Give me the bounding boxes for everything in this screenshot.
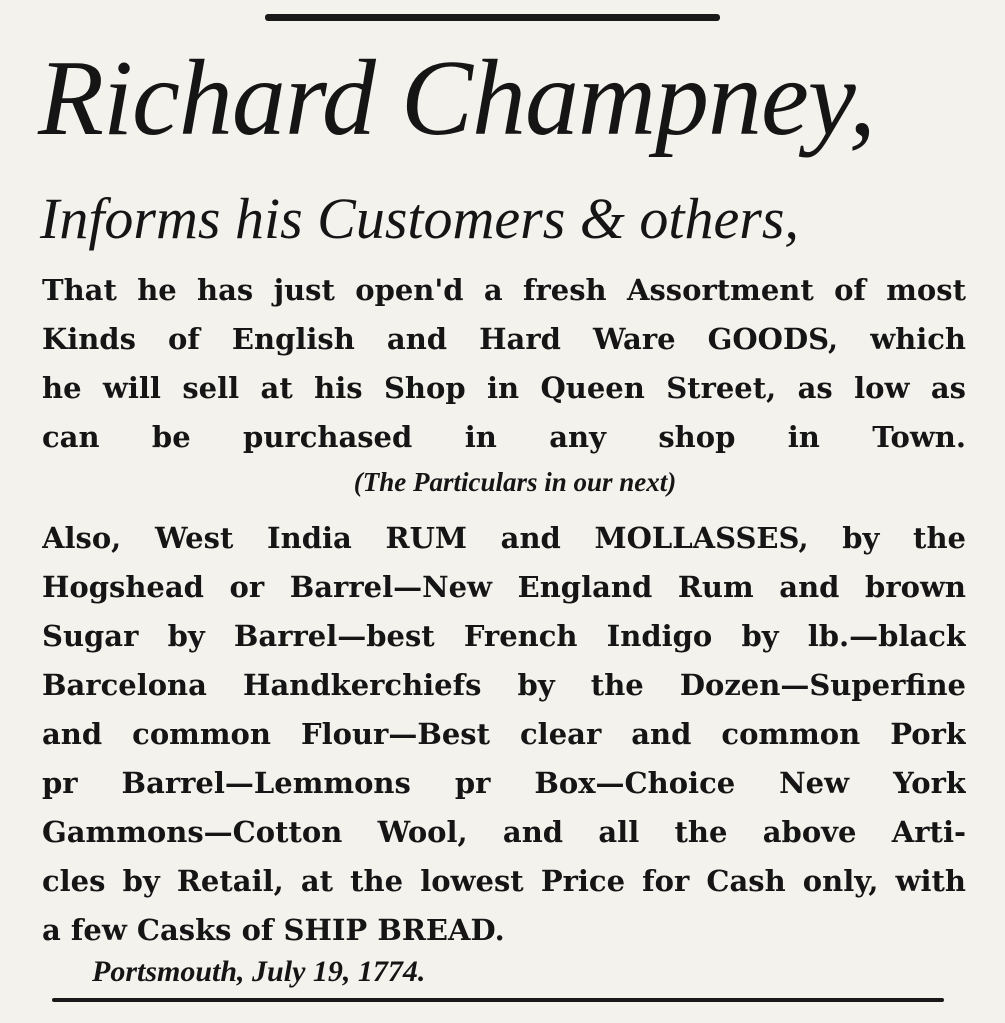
paragraph-line: Barcelona Handkerchiefs by the Dozen—Superfine bbox=[42, 668, 966, 702]
paragraph-line: Gammons—Cotton Wool, and all the above Arti- bbox=[42, 815, 966, 849]
opening-paragraph bbox=[42, 266, 966, 462]
goods-paragraph bbox=[42, 514, 966, 955]
paragraph-line: Hogshead or Barrel—New England Rum and brown bbox=[42, 570, 966, 604]
paragraph-line: Sugar by Barrel—best French Indigo by lb.—black bbox=[42, 619, 966, 653]
particulars-note: (The Particulars in our next) bbox=[353, 467, 677, 497]
advertiser-name: Richard Champney, bbox=[38, 39, 875, 158]
paragraph-line: he will sell at his Shop in Queen Street, as low as bbox=[42, 371, 966, 405]
paragraph-line: can be purchased in any shop in Town. bbox=[42, 420, 966, 454]
dateline: Portsmouth, July 19, 1774. bbox=[92, 955, 426, 988]
bottom-rule bbox=[52, 998, 944, 1002]
paragraph-line: cles by Retail, at the lowest Price for Cash only, with bbox=[42, 864, 966, 898]
announcement-heading: Informs his Customers & others, bbox=[40, 186, 799, 251]
paragraph-line: Also, West India RUM and MOLLASSES, by the bbox=[42, 521, 966, 555]
paragraph-line: a few Casks of SHIP BREAD. bbox=[42, 913, 505, 947]
paragraph-line: and common Flour—Best clear and common Pork bbox=[42, 717, 966, 751]
paragraph-line: Kinds of English and Hard Ware GOODS, which bbox=[42, 322, 966, 356]
paragraph-line: That he has just open'd a fresh Assortment of most bbox=[42, 273, 966, 307]
top-rule bbox=[265, 14, 720, 21]
paragraph-line: pr Barrel—Lemmons pr Box—Choice New York bbox=[42, 766, 966, 800]
